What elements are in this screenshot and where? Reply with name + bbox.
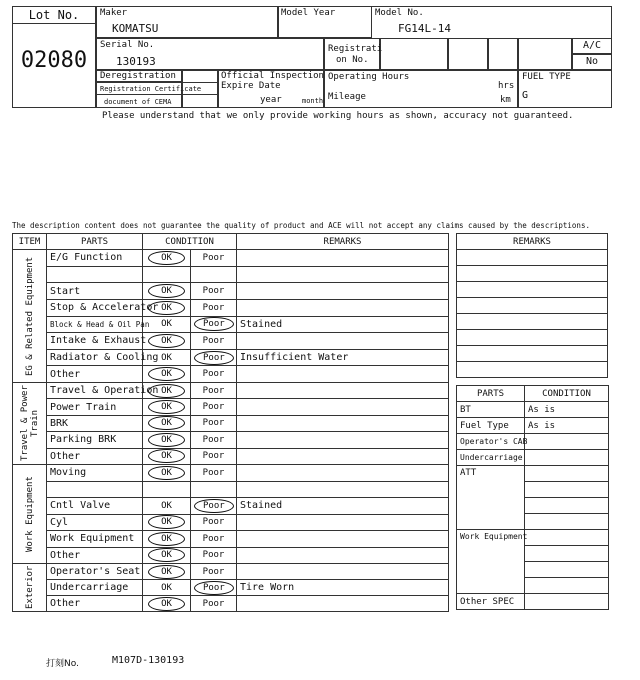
operator-cab-value	[525, 434, 609, 450]
serial-label: Serial No.	[100, 40, 155, 50]
ok-option: OK	[148, 416, 185, 430]
att-label: ATT	[457, 466, 525, 530]
ok-option: OK	[148, 548, 185, 562]
disclaimer: The description content does not guarantee the quality of product and ACE will not accept any claims caused by the descriptions.	[12, 221, 590, 230]
category-label: Exterior	[24, 565, 35, 610]
poor-option: Poor	[202, 517, 225, 528]
remark-cell	[237, 564, 449, 580]
remark-cell	[237, 596, 449, 612]
hours-notice: Please understand that we only provide working hours as shown, accuracy not guaranteed.	[102, 111, 574, 121]
part-name: Undercarriage	[47, 580, 143, 596]
right-condition-header: CONDITION	[525, 386, 609, 402]
registration-label-2: on No.	[336, 55, 369, 65]
condition-row	[13, 596, 449, 612]
ok-option: OK	[148, 515, 185, 529]
ok-cell	[143, 316, 191, 333]
serial-value: 130193	[116, 55, 156, 68]
poor-cell	[191, 415, 237, 431]
ok-option: OK	[148, 597, 185, 611]
ok-option: OK	[161, 319, 172, 330]
remark-cell	[237, 383, 449, 399]
mileage-label: Mileage	[328, 92, 366, 102]
stamp-value: M107D-130193	[112, 655, 185, 666]
remark-cell	[237, 399, 449, 415]
km-label: km	[500, 95, 511, 105]
right-remarks-row	[457, 266, 608, 282]
part-name: E/G Function	[47, 250, 143, 267]
ok-option: OK	[148, 466, 185, 480]
poor-option: Poor	[202, 286, 225, 297]
ok-cell	[143, 266, 191, 283]
document-cema-label: document of CEMA	[104, 98, 172, 106]
category-cell	[13, 465, 47, 564]
condition-row	[13, 465, 449, 482]
item-header: ITEM	[13, 234, 47, 250]
ok-cell	[143, 580, 191, 596]
condition-header: CONDITION	[143, 234, 237, 250]
right-parts-table	[456, 385, 609, 610]
remark-cell: Stained	[237, 498, 449, 515]
poor-cell	[191, 383, 237, 399]
poor-cell	[191, 283, 237, 300]
reg-box-1	[380, 38, 448, 70]
remark-cell	[237, 465, 449, 482]
poor-cell	[191, 333, 237, 350]
poor-option: Poor	[202, 335, 225, 346]
other-spec-value	[525, 594, 609, 610]
condition-table-body	[13, 234, 449, 612]
right-remarks-row	[457, 282, 608, 298]
poor-cell	[191, 498, 237, 515]
poor-cell	[191, 432, 237, 448]
poor-cell	[191, 531, 237, 548]
month-label: month	[302, 97, 324, 105]
poor-cell	[191, 481, 237, 498]
category-cell	[13, 250, 47, 383]
condition-row	[13, 250, 449, 267]
part-name: Operator's Seat	[47, 564, 143, 580]
part-name	[47, 266, 143, 283]
part-name: Other	[47, 366, 143, 383]
part-name: Intake & Exhaust	[47, 333, 143, 350]
deregistration-label: Deregistration	[100, 71, 176, 81]
condition-row	[13, 333, 449, 350]
ok-cell	[143, 531, 191, 548]
remark-cell: Stained	[237, 316, 449, 333]
condition-row	[13, 580, 449, 596]
poor-option: Poor	[202, 369, 225, 380]
poor-cell	[191, 547, 237, 564]
part-name	[47, 481, 143, 498]
remark-cell	[237, 366, 449, 383]
ok-cell	[143, 514, 191, 531]
condition-row	[13, 316, 449, 333]
bt-value: As is	[525, 402, 609, 418]
right-remarks-row	[457, 250, 608, 266]
model-no-label: Model No.	[375, 8, 424, 18]
reg-box-4	[518, 38, 572, 70]
poor-option: Poor	[202, 252, 225, 263]
ok-cell	[143, 299, 191, 316]
poor-option: Poor	[194, 317, 234, 331]
poor-cell	[191, 580, 237, 596]
lot-number: 02080	[20, 48, 88, 73]
poor-cell	[191, 596, 237, 612]
poor-cell	[191, 299, 237, 316]
fuel-type-value: G	[522, 90, 529, 101]
remark-cell	[237, 481, 449, 498]
condition-row	[13, 366, 449, 383]
work-equipment-row	[525, 546, 609, 562]
poor-option: Poor	[202, 434, 225, 445]
remark-cell	[237, 283, 449, 300]
att-row	[525, 482, 609, 498]
condition-table	[12, 233, 449, 612]
part-name: Cntl Valve	[47, 498, 143, 515]
remarks-header: REMARKS	[237, 234, 449, 250]
other-spec-label: Other SPEC	[457, 594, 525, 610]
ok-option: OK	[161, 500, 172, 511]
category-label: EG & Related Equipment	[24, 256, 35, 376]
condition-table-wrapper	[12, 233, 449, 612]
right-parts-header: PARTS	[457, 386, 525, 402]
ok-option: OK	[148, 449, 185, 463]
poor-option: Poor	[202, 418, 225, 429]
category-cell	[13, 564, 47, 612]
ok-cell	[143, 448, 191, 464]
official-inspection-label-2: Expire Date	[221, 81, 281, 91]
fuel-type-row-value: As is	[525, 418, 609, 434]
ac-label: A/C	[582, 40, 602, 51]
ok-cell	[143, 564, 191, 580]
reg-box-3	[488, 38, 518, 70]
poor-cell	[191, 349, 237, 366]
ok-option: OK	[148, 301, 185, 315]
registration-label-1: Registrati	[328, 44, 383, 54]
condition-row	[13, 399, 449, 415]
part-name: Other	[47, 448, 143, 464]
att-row	[525, 514, 609, 530]
right-remarks-wrapper	[456, 233, 608, 378]
poor-option: Poor	[202, 467, 225, 478]
poor-option: Poor	[202, 533, 225, 544]
poor-option: Poor	[202, 550, 225, 561]
right-remarks-header: REMARKS	[457, 234, 608, 250]
condition-row	[13, 547, 449, 564]
remark-cell	[237, 415, 449, 431]
remark-cell	[237, 333, 449, 350]
reg-box-2	[448, 38, 488, 70]
part-name: Start	[47, 283, 143, 300]
undercarriage-value	[525, 450, 609, 466]
part-name: Moving	[47, 465, 143, 482]
ok-cell	[143, 283, 191, 300]
ok-cell	[143, 415, 191, 431]
official-inspection-label-1: Official Inspection	[221, 71, 324, 81]
category-label: Travel & Power Train	[19, 385, 40, 462]
condition-row	[13, 349, 449, 366]
condition-row	[13, 299, 449, 316]
work-equipment-row	[525, 530, 609, 546]
right-remarks-row	[457, 346, 608, 362]
poor-option: Poor	[202, 566, 225, 577]
category-label: Work Equipment	[24, 476, 35, 552]
model-no-value: FG14L-14	[398, 22, 451, 35]
poor-cell	[191, 514, 237, 531]
poor-option: Poor	[202, 385, 225, 396]
ok-cell	[143, 333, 191, 350]
att-row	[525, 498, 609, 514]
poor-cell	[191, 465, 237, 482]
poor-option: Poor	[202, 302, 225, 313]
ok-cell	[143, 547, 191, 564]
condition-table-header	[13, 234, 449, 250]
maker-value: KOMATSU	[112, 22, 159, 35]
part-name: BRK	[47, 415, 143, 431]
ok-option: OK	[148, 400, 185, 414]
right-remarks-table	[456, 233, 608, 378]
stamp-label: 打刻No.	[46, 659, 79, 669]
att-row	[525, 466, 609, 482]
ok-cell	[143, 383, 191, 399]
operator-cab-label: Operator's CAB	[457, 434, 525, 450]
part-name: Work Equipment	[47, 531, 143, 548]
part-name: Other	[47, 596, 143, 612]
part-name: Travel & Operation	[47, 383, 143, 399]
remark-cell	[237, 250, 449, 267]
maker-label: Maker	[100, 8, 128, 18]
lot-label: Lot No.	[28, 8, 80, 22]
condition-row	[13, 283, 449, 300]
poor-cell	[191, 448, 237, 464]
condition-row	[13, 448, 449, 464]
remark-cell	[237, 299, 449, 316]
work-equipment-label: Work Equipment	[457, 530, 525, 594]
ok-option: OK	[161, 352, 172, 363]
right-remarks-row	[457, 314, 608, 330]
remark-cell	[237, 531, 449, 548]
poor-cell	[191, 266, 237, 283]
ok-cell	[143, 366, 191, 383]
poor-cell	[191, 366, 237, 383]
ok-option: OK	[148, 251, 185, 265]
part-name: Stop & Accelerator	[47, 299, 143, 316]
remark-cell	[237, 266, 449, 283]
undercarriage-label: Undercarriage	[457, 450, 525, 466]
poor-cell	[191, 316, 237, 333]
condition-row	[13, 514, 449, 531]
ok-cell	[143, 399, 191, 415]
condition-row	[13, 432, 449, 448]
condition-row	[13, 564, 449, 580]
part-name: Radiator & Cooling	[47, 349, 143, 366]
ok-option: OK	[148, 334, 185, 348]
right-remarks-row	[457, 362, 608, 378]
hrs-label: hrs	[498, 81, 515, 91]
model-year-label: Model Year	[281, 8, 336, 18]
remark-cell: Tire Worn	[237, 580, 449, 596]
ok-cell	[143, 250, 191, 267]
ok-option: OK	[161, 582, 172, 593]
ok-option: OK	[148, 565, 185, 579]
poor-option: Poor	[194, 581, 234, 595]
ac-value: No	[585, 56, 599, 67]
work-equipment-row	[525, 578, 609, 594]
ok-cell	[143, 498, 191, 515]
right-parts-wrapper	[456, 385, 609, 610]
remark-cell	[237, 448, 449, 464]
ok-cell	[143, 596, 191, 612]
category-cell	[13, 383, 47, 465]
poor-option: Poor	[194, 499, 234, 513]
poor-cell	[191, 250, 237, 267]
right-remarks-row	[457, 330, 608, 346]
ok-option: OK	[148, 532, 185, 546]
condition-row	[13, 498, 449, 515]
fuel-type-label: FUEL TYPE	[522, 72, 571, 82]
part-name: Power Train	[47, 399, 143, 415]
part-name: Block & Head & Oil Pan	[47, 316, 143, 333]
work-equipment-row	[525, 562, 609, 578]
condition-row	[13, 383, 449, 399]
ok-cell	[143, 432, 191, 448]
parts-header: PARTS	[47, 234, 143, 250]
dereg-box-mid	[182, 82, 218, 95]
remark-cell	[237, 432, 449, 448]
ok-option: OK	[148, 367, 185, 381]
registration-certificate-label: Registration Certificate	[100, 85, 202, 93]
poor-option: Poor	[202, 451, 225, 462]
ok-option: OK	[148, 284, 185, 298]
year-label: year	[260, 95, 282, 105]
ok-cell	[143, 465, 191, 482]
operating-hours-label: Operating Hours	[328, 72, 410, 82]
ok-cell	[143, 481, 191, 498]
remark-cell	[237, 547, 449, 564]
condition-row	[13, 415, 449, 431]
part-name: Cyl	[47, 514, 143, 531]
remark-cell	[237, 514, 449, 531]
fuel-type-row-label: Fuel Type	[457, 418, 525, 434]
ok-option: OK	[148, 384, 185, 398]
registration-cell	[324, 38, 383, 70]
right-remarks-row	[457, 298, 608, 314]
poor-option: Poor	[202, 598, 225, 609]
part-name: Parking BRK	[47, 432, 143, 448]
remark-cell: Insufficient Water	[237, 349, 449, 366]
condition-row	[13, 481, 449, 498]
condition-row	[13, 266, 449, 283]
ok-option: OK	[148, 433, 185, 447]
part-name: Other	[47, 547, 143, 564]
condition-row	[13, 531, 449, 548]
poor-cell	[191, 399, 237, 415]
poor-option: Poor	[202, 402, 225, 413]
poor-option: Poor	[194, 351, 234, 365]
bt-label: BT	[457, 402, 525, 418]
poor-cell	[191, 564, 237, 580]
